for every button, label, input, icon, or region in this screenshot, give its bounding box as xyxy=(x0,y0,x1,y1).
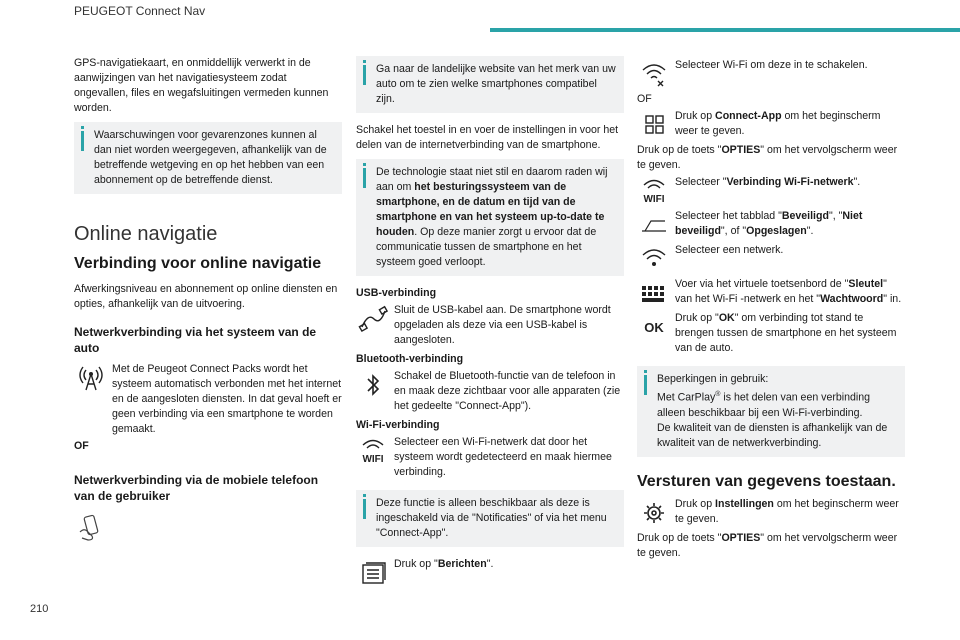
svg-text:OK: OK xyxy=(644,320,664,335)
column-2 xyxy=(356,56,624,591)
bluetooth-title: Bluetooth-verbinding xyxy=(356,353,464,365)
heading-connection: Verbinding voor online navigatie xyxy=(74,255,322,272)
gear-icon xyxy=(637,497,671,529)
ok-icon xyxy=(637,311,671,343)
page-number: 210 xyxy=(30,603,49,615)
usb-title: USB-verbinding xyxy=(356,287,437,299)
heading-phone-network: Netwerkverbinding via de mobiele telefoon van de gebruiker xyxy=(74,473,319,503)
header-accent-bar xyxy=(490,28,960,32)
column-1 xyxy=(74,56,342,544)
heading-online-navigation: Online navigatie xyxy=(74,223,218,245)
keyboard-icon xyxy=(637,277,671,309)
messages-item: Druk op "Berichten". xyxy=(356,557,624,589)
info-icon xyxy=(363,499,366,519)
levels-text: Afwerkingsniveau en abonnement op online diensten en opties, afhankelijk van de uitvoering. xyxy=(74,283,338,310)
info-icon xyxy=(644,375,647,395)
wifi-label-icon xyxy=(356,435,390,467)
bluetooth-item: Schakel de Bluetooth-functie van de telefoon in en maak deze zichtbaar voor alle apparaten (zie het gedeelte "Connect-App"). xyxy=(356,369,624,414)
info-icon xyxy=(81,131,84,151)
info-box-notifications: Deze functie is alleen beschikbaar als deze is ingeschakeld via de "Notificaties" of via het menu "Connect-App". xyxy=(356,490,624,547)
svg-text:WIFI: WIFI xyxy=(362,454,384,465)
connect-app-item: Druk op Connect-App om het beginscherm weer te geven. xyxy=(637,109,905,141)
info-box-warning: Waarschuwingen voor gevarenzones kunnen al dan niet worden weergegeven, afhankelijk van de betreffende wetgeving en op het hebben van een abonnement op de betreffende dienst. xyxy=(74,122,342,194)
messages-icon xyxy=(356,557,390,589)
usb-cable-icon xyxy=(356,303,390,335)
bluetooth-icon xyxy=(356,369,390,401)
intro-text: GPS-navigatiekaart, en onmiddellijk verwerkt in de aanwijzingen van het navigatiesysteem zodat ongevallen, files en wegafsluitingen vermeden kunnen worden. xyxy=(74,57,329,114)
wifi-enable-item: Selecteer Wi-Fi om deze in te schakelen. xyxy=(637,58,905,90)
car-network-item: Met de Peugeot Connect Packs wordt het systeem automatisch verbonden met het internet en de aangesloten diensten. In dat geval hoeft er geen verbinding via een smartphone te worden gemaakt. xyxy=(74,362,342,437)
header-title: PEUGEOT Connect Nav xyxy=(74,4,206,18)
info-box-website: Ga naar de landelijke website van het merk van uw auto om te zien welke smartphones compatibel zijn. xyxy=(356,56,624,113)
svg-text:WIFI: WIFI xyxy=(643,194,665,205)
info-icon xyxy=(363,65,366,85)
keyboard-item: Voer via het virtuele toetsenbord de "Sleutel" van het Wi-Fi -netwerk en het "Wachtwoord" in. xyxy=(637,277,905,309)
or-label: OF xyxy=(74,440,89,452)
info-box-technology: De technologie staat niet stil en daarom raden wij aan om het besturingssysteem van de smartphone, en de datum en tijd van de smartphone en van het systeem up-to-date te houden. Op deze manier zorgt u ervoor dat de communicatie tussen de smartphone en het systeem goed verloopt. xyxy=(356,159,624,276)
tab-select-item: Selecteer het tabblad "Beveiligd", "Niet beveiligd", of "Opgeslagen". xyxy=(637,209,905,241)
settings-item: Druk op Instellingen om het beginscherm weer te geven. xyxy=(637,497,905,529)
ok-item: OK Druk op "OK" om verbinding tot stand te brengen tussen de smartphone en het systeem van de auto. xyxy=(637,311,905,356)
tab-icon xyxy=(637,209,671,241)
heading-car-network: Netwerkverbinding via het systeem van de auto xyxy=(74,325,317,355)
hand-phone-icon xyxy=(74,512,108,544)
or-label: OF xyxy=(637,93,652,105)
wifi-off-icon xyxy=(637,58,671,90)
column-3: Selecteer Wi-Fi om deze in te schakelen. OF Druk op Connect-App om het beginscherm weer te geven. Druk op de toets "OPTIES" om het vervolgscherm weer te geven. WIFI Selecteer "Verbinding Wi-Fi-netwerk". Selecteer het tabblad "Beveiligd", "Niet beveiligd", of "Opgeslagen". Selecteer een netwerk. Voer via het virtuele toetsenbord de "Sleutel" van het Wi-Fi -netwerk en het "Wachtwoord" in. OK Druk op "OK" om verbinding tot stand te brengen tussen de smartphone en het systeem van de auto. Beperkingen in gebruik: Met CarPlay® is het delen van een verbinding alleen beschikbaar bij een Wi-Fi-verbinding. De kwaliteit van de diensten is afhankelijk van de kwaliteit van de netwerkverbinding. Versturen van gegevens toestaan. Druk op Instellingen om het beginscherm weer te geven. Druk op de toets "OPTIES" om het vervolgscherm weer te geven. xyxy=(637,56,905,561)
wifi-label-icon xyxy=(637,175,671,207)
select-network-item: Selecteer een netwerk. xyxy=(637,243,905,275)
antenna-icon xyxy=(74,362,108,394)
info-box-limits: Beperkingen in gebruik: Met CarPlay® is het delen van een verbinding alleen beschikbaar bij een Wi-Fi-verbinding. De kwaliteit van de diensten is afhankelijk van de kwaliteit van de netwerkverbinding. xyxy=(637,366,905,457)
wifi-item: WIFI Selecteer een Wi-Fi-netwerk dat door het systeem wordt gedetecteerd en maak hiermee verbinding. xyxy=(356,435,624,480)
heading-send-data: Versturen van gegevens toestaan. xyxy=(637,472,896,490)
apps-grid-icon xyxy=(637,109,671,141)
share-text: Schakel het toestel in en voer de instellingen in voor het delen van de internetverbinding van de smartphone. xyxy=(356,124,619,151)
wifi-title: Wi-Fi-verbinding xyxy=(356,419,440,431)
info-icon xyxy=(363,168,366,188)
wifi-icon xyxy=(637,243,671,275)
usb-item: Sluit de USB-kabel aan. De smartphone wordt opgeladen als deze via een USB-kabel is aangesloten. xyxy=(356,303,624,348)
wifi-network-item: WIFI Selecteer "Verbinding Wi-Fi-netwerk". xyxy=(637,175,905,207)
